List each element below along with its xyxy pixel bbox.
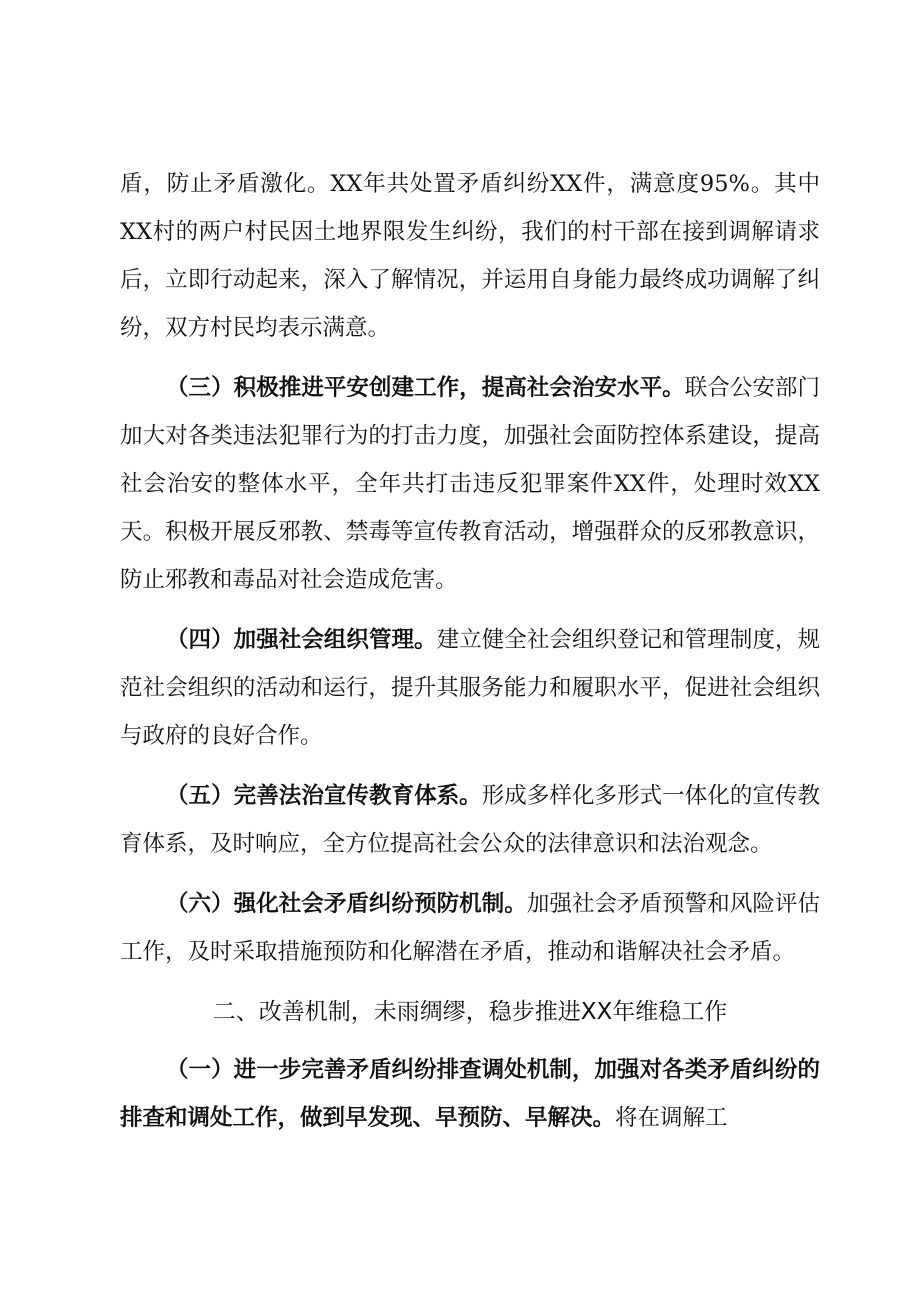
- paragraph-lead: （四）加强社会组织管理。: [166, 627, 437, 653]
- paragraph-body: 盾，防止矛盾激化。XX年共处置矛盾纠纷XX件，满意度95%。其中XX村的两户村民因土地界限发生纠纷，我们的村干部在接到调解请求后，立即行动起来，深入了解情况，并运用自身能力最终成功调解了纠纷，双方村民均表示满意。: [120, 171, 820, 341]
- paragraph-lead: （一）进一步完善矛盾纠纷排查调处机制，加强对各类矛盾纠纷的排查和调处工作，做到早发现、早预防、早解决。: [120, 1057, 820, 1131]
- paragraph-continuation: [120, 160, 820, 352]
- paragraph-lead: （三）积极推进平安创建工作，提高社会治安水平。: [166, 375, 685, 401]
- paragraph-social-organization: [120, 616, 820, 760]
- paragraph-lead: （五）完善法治宣传教育体系。: [166, 783, 482, 809]
- paragraph-legal-education: [120, 772, 820, 868]
- section-heading: 二、改善机制，未雨绸缪，稳步推进XX年维稳工作: [212, 999, 728, 1025]
- paragraph-body: 建立健全社会组织登记和管理制度，规范社会组织的活动和运行，提升其服务能力和履职水平，促进社会组织与政府的良好合作。: [120, 627, 820, 749]
- document-page: [120, 160, 820, 1154]
- paragraph-dispute-mechanism: [120, 1046, 820, 1142]
- paragraph-body: 形成多样化多形式一体化的宣传教育体系，及时响应，全方位提高社会公众的法律意识和法治观念。: [120, 783, 820, 857]
- paragraph-public-security: [120, 364, 820, 604]
- paragraph-dispute-prevention: [120, 880, 820, 976]
- paragraph-lead: （六）强化社会矛盾纠纷预防机制。: [166, 891, 527, 917]
- paragraph-body: 加强社会矛盾预警和风险评估工作，及时采取措施预防和化解潜在矛盾，推动和谐解决社会矛盾。: [120, 891, 820, 965]
- paragraph-body: 将在调解工: [615, 1105, 728, 1131]
- paragraph-body: 联合公安部门加大对各类违法犯罪行为的打击力度，加强社会面防控体系建设，提高社会治安的整体水平，全年共打击违反犯罪案件XX件，处理时效XX天。积极开展反邪教、禁毒等宣传教育活动，增强群众的反邪教意识，防止邪教和毒品对社会造成危害。: [120, 375, 820, 593]
